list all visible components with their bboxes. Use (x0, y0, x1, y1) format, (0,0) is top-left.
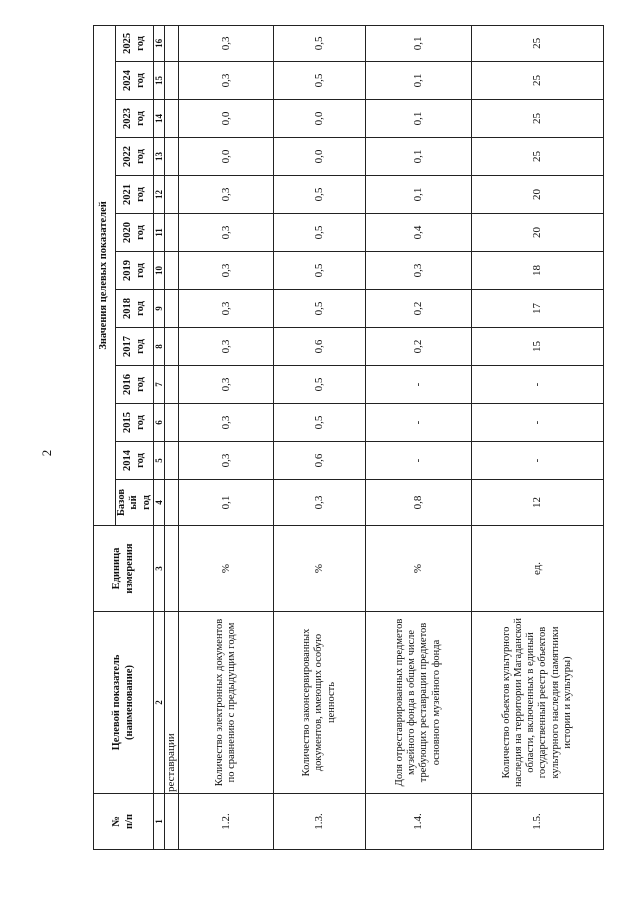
year-value-cell: 0,5 (273, 25, 365, 61)
column-number: 14 (154, 100, 165, 138)
year-value-cell: 0,0 (273, 138, 365, 176)
header-year: 2022 год (116, 138, 154, 176)
base-year-value-cell: 0,1 (178, 480, 273, 526)
column-number: 16 (154, 25, 165, 61)
header-year: 2024 год (116, 62, 154, 100)
target-indicators-table (93, 25, 604, 850)
table-row (178, 25, 273, 849)
year-value-cell: - (471, 404, 603, 442)
continuation-text: реставрации (165, 612, 179, 794)
year-value-cell: 0,4 (365, 214, 471, 252)
indicator-name-cell: Количество электронных документов по сравнению с предыдущим годом (178, 612, 273, 794)
indicator-name-cell: Доля отреставрированных предметов музейного фонда в общем числе требующих реставрации предметов основного музейного фонда (365, 612, 471, 794)
page-number: 2 (39, 449, 54, 457)
table-row (273, 25, 365, 849)
table-row (365, 25, 471, 849)
year-value-cell: 18 (471, 252, 603, 290)
column-number: 11 (154, 214, 165, 252)
unit-cell: ед. (471, 526, 603, 612)
year-value-cell: 0,5 (273, 62, 365, 100)
year-value-cell: 0,3 (365, 252, 471, 290)
column-number: 4 (154, 480, 165, 526)
row-number-cell: 1.4. (365, 794, 471, 850)
unit-cell: % (365, 526, 471, 612)
year-value-cell: 0,0 (178, 100, 273, 138)
base-year-value-cell: 0,8 (365, 480, 471, 526)
year-value-cell: 0,1 (365, 176, 471, 214)
year-value-cell: 0,5 (273, 214, 365, 252)
year-value-cell: 0,1 (365, 138, 471, 176)
column-number: 10 (154, 252, 165, 290)
year-value-cell: 25 (471, 62, 603, 100)
year-value-cell: 0,5 (273, 290, 365, 328)
header-num: № п/п (94, 794, 154, 850)
column-number: 5 (154, 442, 165, 480)
header-year: 2019 год (116, 252, 154, 290)
year-value-cell: 0,2 (365, 290, 471, 328)
indicator-name-cell: Количество объектов культурного наследия на территории Магаданской области, включенных в единый государственный реестр объектов культурного наследия (памятники истории и культуры) (471, 612, 603, 794)
header-year: 2023 год (116, 100, 154, 138)
base-year-value-cell: 0,3 (273, 480, 365, 526)
year-value-cell: 20 (471, 214, 603, 252)
header-unit: Единица измерения (94, 526, 154, 612)
column-number: 7 (154, 366, 165, 404)
column-number: 15 (154, 62, 165, 100)
year-value-cell: 0,5 (273, 252, 365, 290)
row-number-cell: 1.3. (273, 794, 365, 850)
unit-cell: % (178, 526, 273, 612)
year-value-cell: 0,5 (273, 366, 365, 404)
year-value-cell: - (471, 366, 603, 404)
year-value-cell: 0,0 (273, 100, 365, 138)
year-value-cell: 0,3 (178, 25, 273, 61)
year-value-cell: 0,6 (273, 442, 365, 480)
header-year: 2021 год (116, 176, 154, 214)
year-value-cell: 25 (471, 138, 603, 176)
base-year-value-cell: 12 (471, 480, 603, 526)
continuation-row (165, 25, 179, 849)
year-value-cell: 0,3 (178, 176, 273, 214)
year-value-cell: 0,3 (178, 366, 273, 404)
column-number-row (154, 25, 165, 849)
column-number: 1 (154, 794, 165, 850)
rotated-table-container (93, 28, 573, 850)
row-number-cell: 1.5. (471, 794, 603, 850)
year-value-cell: 0,5 (273, 404, 365, 442)
year-value-cell: 20 (471, 176, 603, 214)
year-value-cell: - (365, 442, 471, 480)
year-value-cell: 25 (471, 25, 603, 61)
column-number: 8 (154, 328, 165, 366)
header-year: 2017 год (116, 328, 154, 366)
year-value-cell: 0,3 (178, 328, 273, 366)
year-value-cell: - (365, 404, 471, 442)
year-value-cell: 0,1 (365, 100, 471, 138)
header-year: 2014 год (116, 442, 154, 480)
year-value-cell: 17 (471, 290, 603, 328)
unit-cell: % (273, 526, 365, 612)
year-value-cell: 0,3 (178, 442, 273, 480)
year-value-cell: 0,6 (273, 328, 365, 366)
header-base-year: Базов ый год (116, 480, 154, 526)
table-row (471, 25, 603, 849)
column-number: 13 (154, 138, 165, 176)
column-number: 2 (154, 612, 165, 794)
header-year: 2020 год (116, 214, 154, 252)
header-year: 2016 год (116, 366, 154, 404)
year-value-cell: 0,3 (178, 62, 273, 100)
year-value-cell: 0,5 (273, 176, 365, 214)
header-year: 2015 год (116, 404, 154, 442)
year-value-cell: 25 (471, 100, 603, 138)
header-year: 2025 год (116, 25, 154, 61)
year-value-cell: 0,2 (365, 328, 471, 366)
year-value-cell: 15 (471, 328, 603, 366)
row-number-cell: 1.2. (178, 794, 273, 850)
year-value-cell: 0,3 (178, 252, 273, 290)
indicator-name-cell: Количество законсервированных документов, имеющих особую ценность (273, 612, 365, 794)
year-value-cell: 0,3 (178, 214, 273, 252)
year-value-cell: 0,3 (178, 290, 273, 328)
header-year: 2018 год (116, 290, 154, 328)
column-number: 12 (154, 176, 165, 214)
year-value-cell: 0,3 (178, 404, 273, 442)
column-number: 9 (154, 290, 165, 328)
column-number: 6 (154, 404, 165, 442)
column-number: 3 (154, 526, 165, 612)
header-name: Целевой показатель (наименование) (94, 612, 154, 794)
year-value-cell: 0,1 (365, 62, 471, 100)
year-value-cell: 0,0 (178, 138, 273, 176)
year-value-cell: 0,1 (365, 25, 471, 61)
header-values-group: Значения целевых показателей (94, 25, 116, 525)
year-value-cell: - (365, 366, 471, 404)
year-value-cell: - (471, 442, 603, 480)
